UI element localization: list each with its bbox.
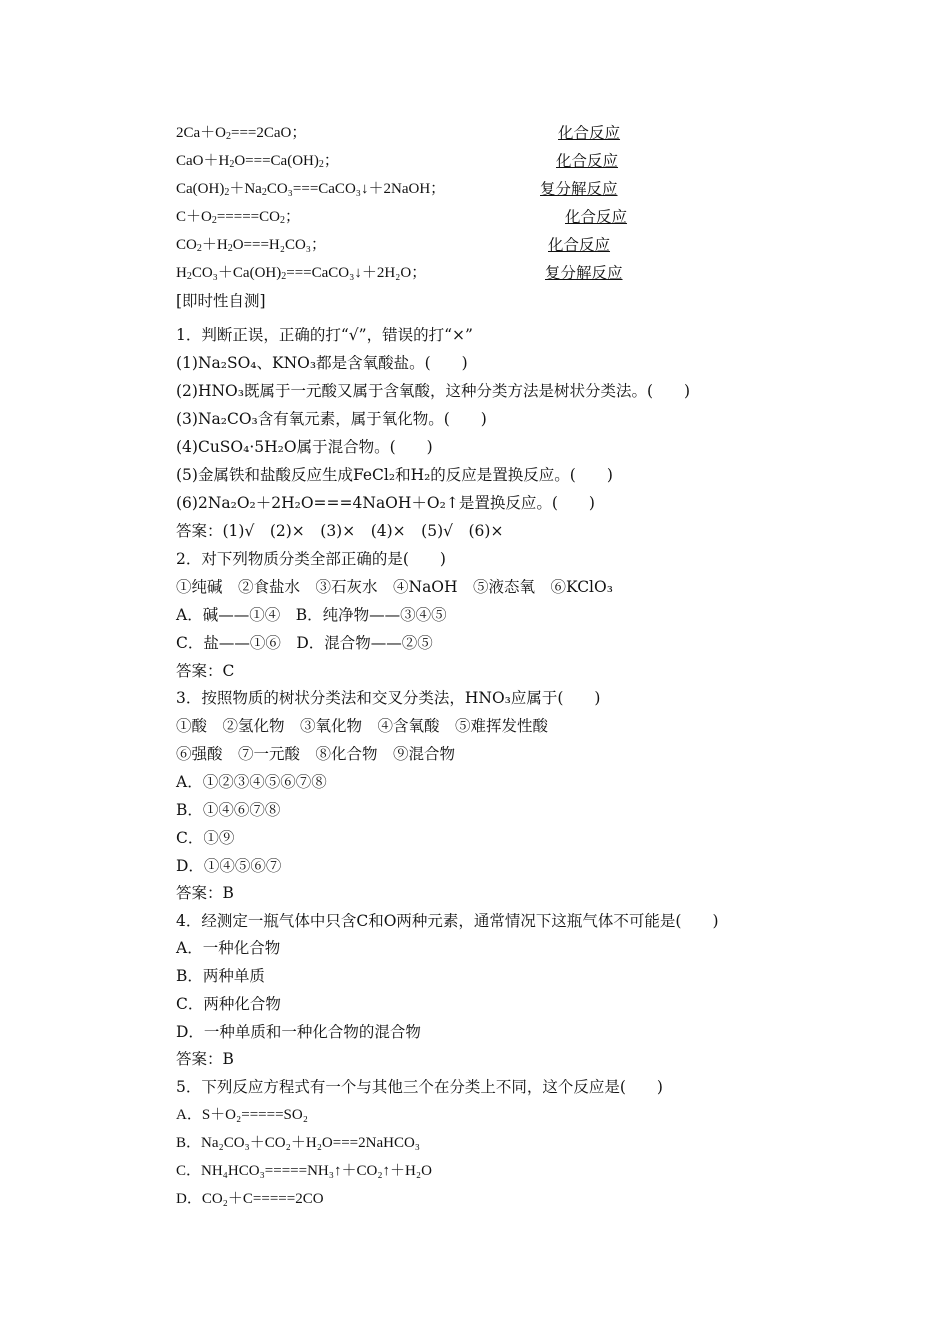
equation-line <box>176 123 306 143</box>
question-line: (3)Na₂CO₃含有氧元素，属于氧化物。( ) <box>176 410 487 428</box>
option-line: A．①②③④⑤⑥⑦⑧ <box>176 773 327 791</box>
option-line: A．碱——①④ B．纯净物——③④⑤ <box>176 606 447 624</box>
equation-text: ＋Na <box>229 181 262 197</box>
question-line: (2)HNO₃既属于一元酸又属于含氧酸，这种分类方法是树状分类法。( ) <box>176 382 691 400</box>
option-line: C．盐——①⑥ D．混合物——②⑤ <box>176 634 433 652</box>
option-line: D．CO₂＋C=====2CO <box>176 1191 324 1207</box>
equation-text: O===Ca(OH) <box>234 153 319 169</box>
question-line: ⑥强酸 ⑦一元酸 ⑧化合物 ⑨混合物 <box>176 745 456 763</box>
equation-line <box>176 263 426 283</box>
option-line: B．①④⑥⑦⑧ <box>176 801 281 819</box>
equation-text: CaO＋H <box>176 153 230 169</box>
equation-text: O===H₂CO₃； <box>232 237 327 253</box>
equation-text: C＋O <box>176 209 212 225</box>
equation-text: =====CO <box>216 209 280 225</box>
equation-text: CO₃＋Ca(OH) <box>191 265 282 281</box>
answer-line: 答案：B <box>176 884 234 902</box>
subscript: 2 <box>318 159 324 170</box>
equation-text: CO <box>176 237 197 253</box>
answer-line: 答案：(1)√ (2)× (3)× (4)× (5)√ (6)× <box>176 522 504 540</box>
option-line: C．①⑨ <box>176 829 235 847</box>
question-line: (1)Na₂SO₄、KNO₃都是含氧酸盐。( ) <box>176 354 468 372</box>
question-line: 5．下列反应方程式有一个与其他三个在分类上不同，这个反应是( ) <box>176 1078 663 1096</box>
equation-text: Ca(OH) <box>176 181 225 197</box>
equation-line <box>176 207 300 227</box>
equation-line <box>176 151 339 171</box>
equation-line <box>176 235 326 255</box>
equation-text: CO₃===CaCO₃↓＋2NaOH； <box>266 181 446 197</box>
subscript: 2 <box>261 187 267 198</box>
reaction-type-label: 化合反应 <box>565 208 628 226</box>
subscript: 2 <box>186 271 192 282</box>
question-line: (6)2Na₂O₂＋2H₂O===4NaOH＋O₂↑是置换反应。( ) <box>176 494 595 512</box>
option-line: A．S＋O₂=====SO₂ <box>176 1107 308 1123</box>
option-line: D．一种单质和一种化合物的混合物 <box>176 1023 421 1041</box>
equation-text: 2Ca＋O <box>176 125 226 141</box>
subscript: 2 <box>211 215 217 226</box>
equation-text: ； <box>284 209 300 225</box>
option-line: A．一种化合物 <box>176 939 281 957</box>
question-line: 4．经测定一瓶气体中只含C和O两种元素，通常情况下这瓶气体不可能是( ) <box>176 912 719 930</box>
reaction-type-label: 化合反应 <box>548 236 611 254</box>
subscript: 2 <box>281 271 287 282</box>
option-line: B．两种单质 <box>176 967 265 985</box>
option-line: B．Na₂CO₃＋CO₂＋H₂O===2NaHCO₃ <box>176 1135 421 1151</box>
subscript: 2 <box>279 215 285 226</box>
subscript: 2 <box>229 159 235 170</box>
answer-line: 答案：C <box>176 662 235 680</box>
subscript: 2 <box>226 131 231 142</box>
equation-text: ===CaCO₃↓＋2H₂O； <box>286 265 427 281</box>
subscript: 2 <box>196 243 202 254</box>
equation-text: ； <box>323 153 339 169</box>
question-line: (4)CuSO₄·5H₂O属于混合物。( ) <box>176 438 433 456</box>
reaction-type-label: 化合反应 <box>556 152 619 170</box>
equation-text: ===2CaO； <box>231 125 307 141</box>
option-line: C．两种化合物 <box>176 995 281 1013</box>
reaction-type-label: 复分解反应 <box>540 180 618 198</box>
question-line: 3．按照物质的树状分类法和交叉分类法，HNO₃应属于( ) <box>176 689 601 707</box>
reaction-type-label: 复分解反应 <box>545 264 623 282</box>
question-line: ①酸 ②氢化物 ③氧化物 ④含氧酸 ⑤难挥发性酸 <box>176 717 549 735</box>
equation-line <box>176 179 445 199</box>
question-line: 2．对下列物质分类全部正确的是( ) <box>176 550 446 568</box>
section-title: [即时性自测] <box>176 292 266 310</box>
equation-text: H <box>176 265 187 281</box>
question-line: 1．判断正误，正确的打“√”，错误的打“×” <box>176 326 473 344</box>
question-line: ①纯碱 ②食盐水 ③石灰水 ④NaOH ⑤液态氧 ⑥KClO₃ <box>176 578 613 596</box>
subscript: 2 <box>224 187 230 198</box>
option-line: D．①④⑤⑥⑦ <box>176 857 282 875</box>
answer-line: 答案：B <box>176 1050 234 1068</box>
equation-text: ＋H <box>201 237 228 253</box>
reaction-type-label: 化合反应 <box>558 124 621 142</box>
question-line: (5)金属铁和盐酸反应生成FeCl₂和H₂的反应是置换反应。( ) <box>176 466 613 484</box>
subscript: 2 <box>227 243 233 254</box>
option-line: C．NH₄HCO₃=====NH₃↑＋CO₂↑＋H₂O <box>176 1163 432 1179</box>
